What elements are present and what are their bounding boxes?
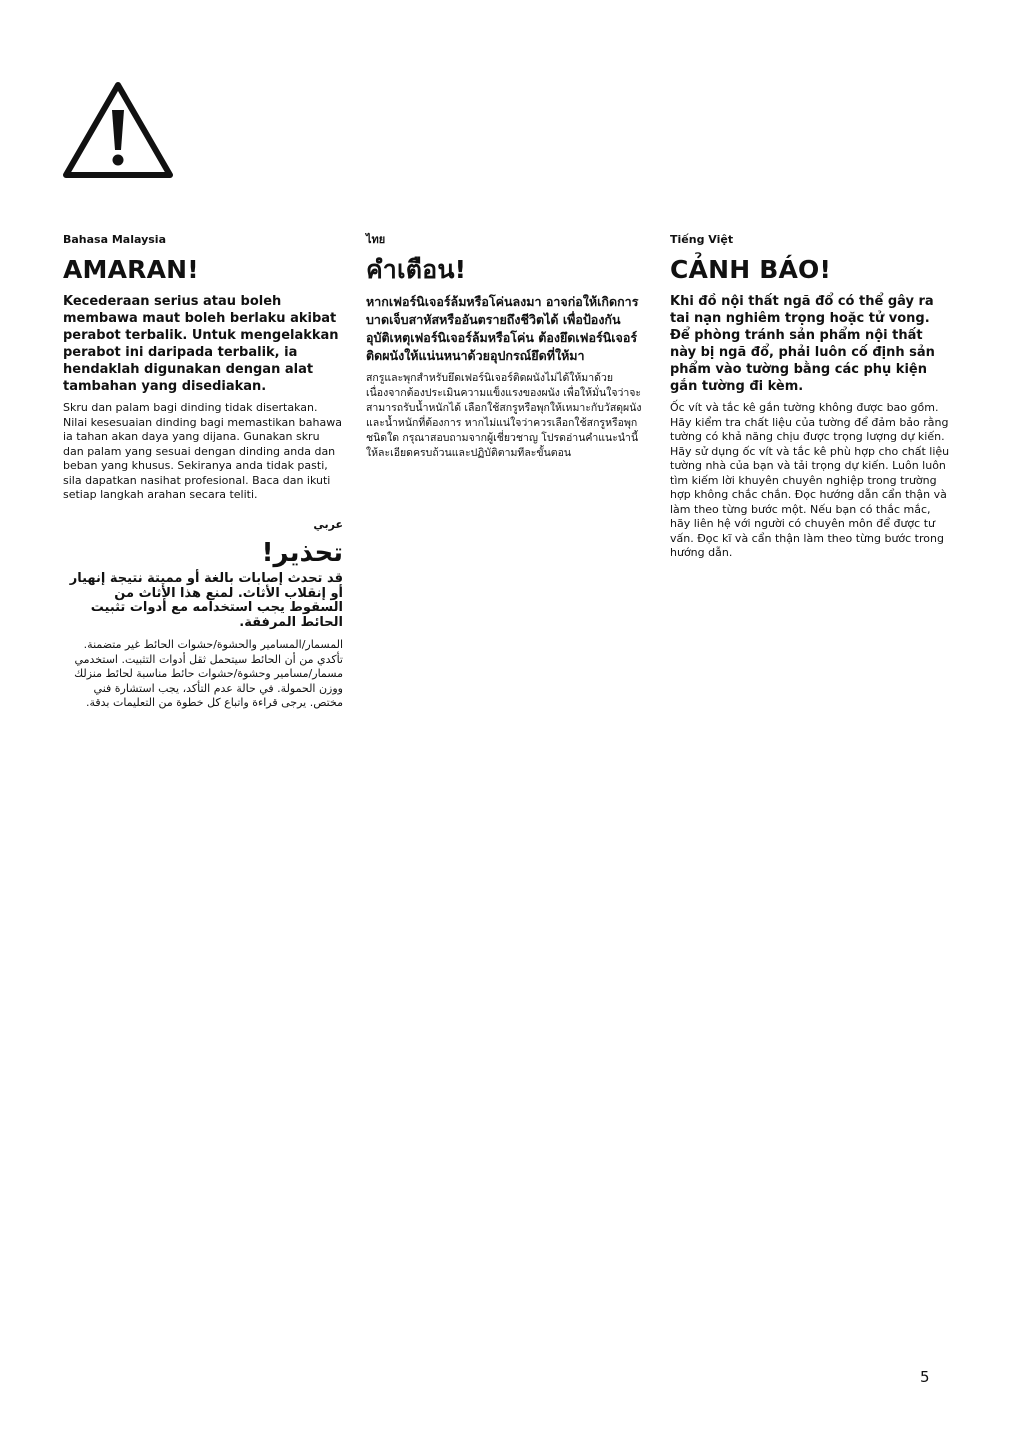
section-vietnamese	[670, 233, 950, 561]
warning-body: สกรูและพุกสำหรับยึดเฟอร์นิเจอร์ติดผนังไม่ได้ให้มาด้วย เนื่องจากต้องประเมินความแข็งแรงของผนัง เพื่อให้มั่นใจว่าจะสามารถรับน้ำหนักได้ เลือกใช้สกรูหรือพุกให้เหมาะกับวัสดุผนังและน้ำหนักที่ต้องการ หากไม่แน่ใจว่าควรเลือกใช้สกรูหรือพุกชนิดใด กรุณาสอบถามจากผู้เชี่ยวชาญ โปรดอ่านคำแนะนำนี้ให้ละเอียดครบถ้วนและปฏิบัติตามทีละขั้นตอน	[366, 372, 642, 459]
warning-title: คำเตือน!	[366, 255, 467, 284]
warning-title: AMARAN!	[63, 255, 199, 284]
language-label: ไทย	[366, 233, 386, 246]
section-thai	[366, 233, 646, 461]
warning-lead: قد تحدث إصابات بالغة أو مميتة نتيجة إنهيار أو إنقلاب الأثاث. لمنع هذا الأثاث من السقوط يجب استخدامه مع أدوات تثبيت الحائط المرفقة.	[69, 571, 343, 630]
language-label: Tiếng Việt	[670, 233, 734, 246]
language-label: Bahasa Malaysia	[63, 233, 166, 246]
warning-body: Skru dan palam bagi dinding tidak disertakan. Nilai kesesuaian dinding bagi memastikan bahawa ia tahan akan daya yang dijana. Gunakan skru dan palam yang sesuai dengan dinding anda dan beban yang khusus. Sekiranya anda tidak pasti, sila dapatkan nasihat profesional. Baca dan ikuti setiap langkah arahan secara teliti.	[63, 401, 342, 501]
warning-lead: Khi đồ nội thất ngã đổ có thể gây ra tai nạn nghiêm trọng hoặc tử vong. Để phòng tránh sản phẩm nội thất này bị ngã đổ, phải luôn cố định sản phẩm vào tường bằng các phụ kiện gắn tường đi kèm.	[670, 294, 935, 394]
page-number: 5	[920, 1368, 930, 1386]
section-arabic	[63, 518, 343, 711]
warning-title: CẢNH BÁO!	[670, 255, 832, 284]
section-malay	[63, 233, 343, 503]
warning-lead: หากเฟอร์นิเจอร์ล้มหรือโค่นลงมา อาจก่อให้เกิดการบาดเจ็บสาหัสหรืออันตรายถึงชีวิตได้ เพื่อป้องกันอุบัติเหตุเฟอร์นิเจอร์ล้มหรือโค่น ต้องยึดเฟอร์นิเจอร์ติดผนังให้แน่นหนาด้วยอุปกรณ์ยึดที่ให้มา	[366, 294, 639, 363]
warning-title: تحذير!	[261, 538, 343, 568]
warning-triangle-icon	[62, 80, 174, 180]
warning-lead: Kecederaan serius atau boleh membawa maut boleh berlaku akibat perabot terbalik. Untuk mengelakkan perabot ini daripada terbalik, ia hendaklah digunakan dengan alat tambahan yang disediakan.	[63, 294, 339, 394]
language-label: عربي	[313, 518, 343, 531]
warning-body: المسمار/المسامير والحشوة/حشوات الحائط غير متضمنة. تأكدي من أن الحائط سيتحمل ثقل أدوات التثبيت. استخدمي مسمار/مسامير وحشوة/حشوات حائط مناسبة لحائط منزلك ووزن الحمولة. في حالة عدم التأكد، يجب استشارة فني مختص. يرجى قراءة واتباع كل خطوة من التعليمات بدقة.	[74, 638, 343, 709]
warning-body: Ốc vít và tắc kê gắn tường không được bao gồm. Hãy kiểm tra chất liệu của tường để đảm bảo rằng tường có khả năng chịu được trọng lượng dự kiến. Hãy sử dụng ốc vít và tắc kê phù hợp cho chất liệu tường nhà của bạn và tải trọng dự kiến. Luôn luôn tìm kiếm lời khuyên chuyên nghiệp trong trường hợp không chắc chắn. Đọc hướng dẫn cẩn thận và làm theo từng bước một. Nếu bạn có thắc mắc, hãy liên hệ với người có chuyên môn để được tư vấn. Đọc kĩ và cẩn thận làm theo từng bước trong hướng dẫn.	[670, 401, 950, 559]
